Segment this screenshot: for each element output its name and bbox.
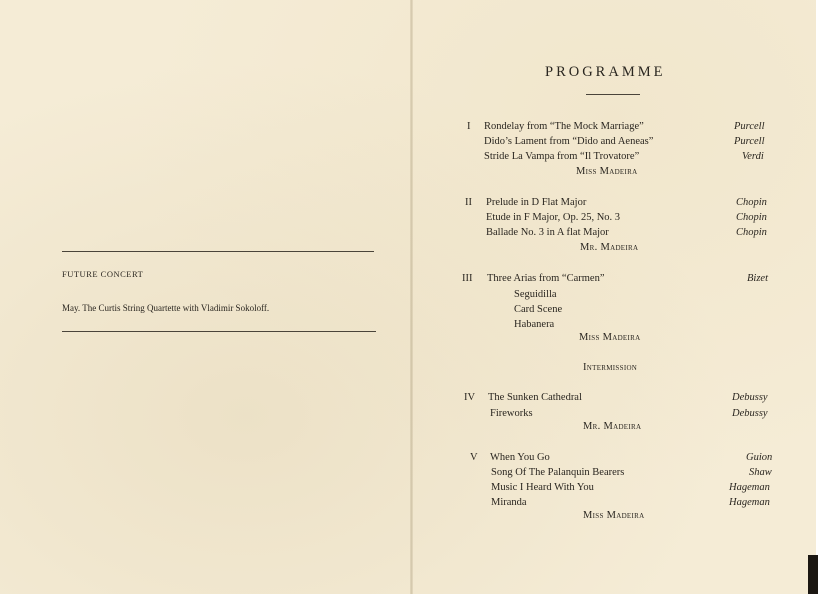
composer-name: Chopin xyxy=(736,212,767,223)
bottom-rule xyxy=(62,331,376,332)
group-numeral: II xyxy=(465,197,472,208)
composer-name: Hageman xyxy=(729,497,770,508)
composer-name: Shaw xyxy=(749,467,772,478)
piece-title: Miranda xyxy=(491,497,527,508)
top-rule xyxy=(62,251,374,252)
scan-edge-shadow xyxy=(808,555,818,594)
composer-name: Purcell xyxy=(734,121,765,132)
piece-title: Prelude in D Flat Major xyxy=(486,197,587,208)
composer-name: Chopin xyxy=(736,227,767,238)
composer-name: Debussy xyxy=(732,408,768,419)
performer-name: Miss Madeira xyxy=(576,166,638,177)
piece-title: The Sunken Cathedral xyxy=(488,392,582,403)
group-numeral: IV xyxy=(464,392,476,403)
aria-title: Card Scene xyxy=(514,304,563,315)
composer-name: Purcell xyxy=(734,136,765,147)
composer-name: Guion xyxy=(746,452,773,463)
page-title: PROGRAMME xyxy=(545,64,666,80)
performer-name: Miss Madeira xyxy=(583,510,645,521)
future-concert-text: May. The Curtis String Quartette with Vladimir Sokoloff. xyxy=(62,303,270,313)
piece-title: Dido’s Lament from “Dido and Aeneas” xyxy=(484,136,654,147)
piece-title: Music I Heard With You xyxy=(491,482,594,493)
piece-title: Rondelay from “The Mock Marriage” xyxy=(484,121,644,132)
performer-name: Mr. Madeira xyxy=(583,421,642,432)
group-numeral: V xyxy=(470,452,478,463)
piece-title: Three Arias from “Carmen” xyxy=(487,273,605,284)
aria-title: Seguidilla xyxy=(514,289,557,300)
composer-name: Bizet xyxy=(747,273,768,284)
piece-title: Song Of The Palanquin Bearers xyxy=(491,467,625,478)
performer-name: Mr. Madeira xyxy=(580,242,639,253)
composer-name: Chopin xyxy=(736,197,767,208)
composer-name: Hageman xyxy=(729,482,770,493)
intermission-label: Intermission xyxy=(583,362,638,373)
performer-name: Miss Madeira xyxy=(579,332,641,343)
piece-title: Etude in F Major, Op. 25, No. 3 xyxy=(486,212,621,223)
piece-title: When You Go xyxy=(490,452,550,463)
group-numeral: III xyxy=(462,273,473,284)
group-numeral: I xyxy=(467,121,471,132)
center-fold xyxy=(410,0,413,594)
aria-title: Habanera xyxy=(514,319,555,330)
piece-title: Ballade No. 3 in A flat Major xyxy=(486,227,609,238)
piece-title: Fireworks xyxy=(490,408,533,419)
piece-title: Stride La Vampa from “Il Trovatore” xyxy=(484,151,640,162)
title-underline xyxy=(586,94,640,95)
future-concert-heading: FUTURE CONCERT xyxy=(62,269,144,279)
composer-name: Debussy xyxy=(732,392,768,403)
composer-name: Verdi xyxy=(742,151,764,162)
